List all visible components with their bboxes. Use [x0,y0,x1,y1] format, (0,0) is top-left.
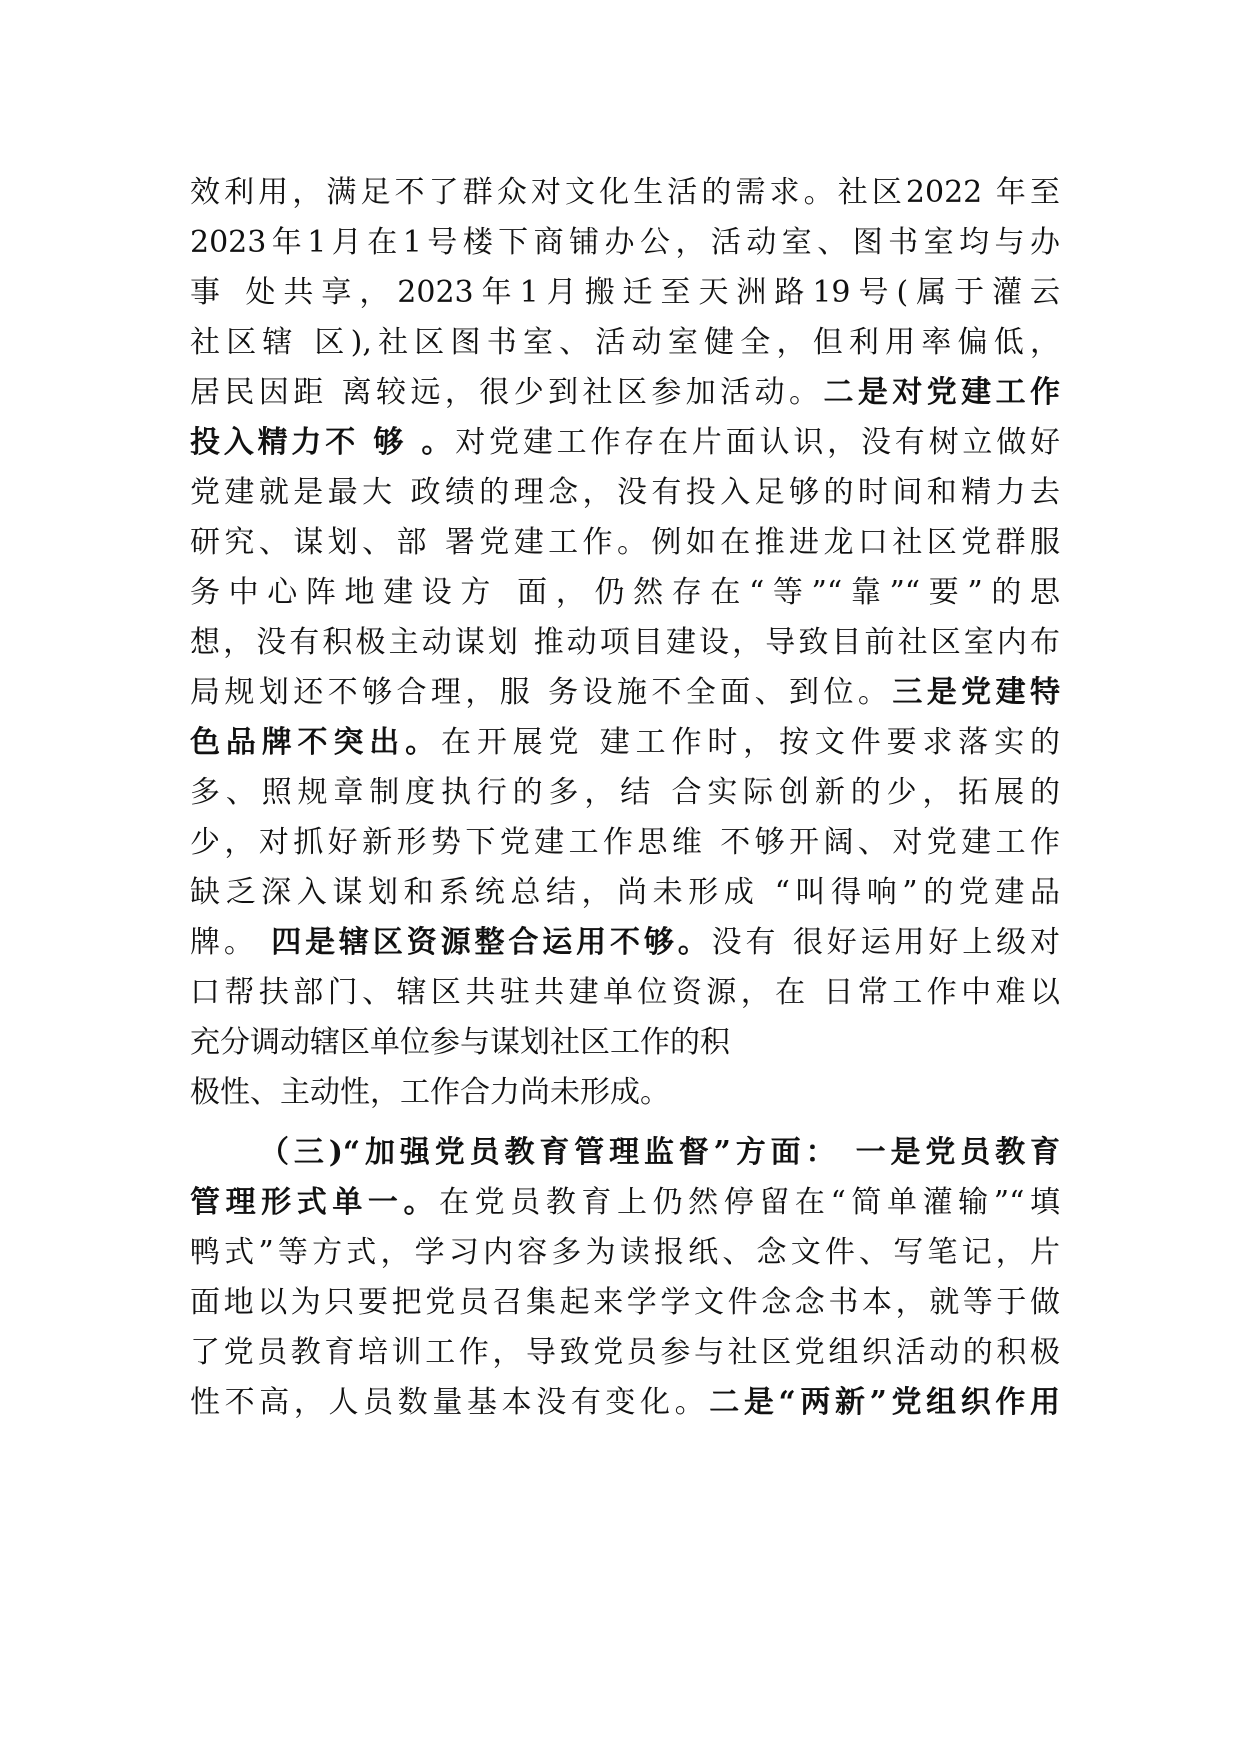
text-segment: 效利用，满足不了群众对文化生活的需求。社区2022 年至 [190,175,1060,210]
text-line [190,667,1060,719]
text-line [190,717,1060,769]
text-line [190,1177,1060,1229]
text-line [190,767,1060,819]
text-line [190,1227,1060,1279]
text-line [190,317,1060,369]
section-heading-line [259,1127,1060,1179]
text-segment: 在开展党 建工作时，按文件要求落实的 [440,725,1060,760]
bold-text-segment: 投入精力不 够 。 [190,425,456,460]
text-line [190,167,1060,219]
text-line [190,917,1060,969]
text-line [190,617,1060,669]
text-segment: 缺乏深入谋划和系统总结，尚未形成 “叫得响”的党建品 [190,875,1060,910]
text-segment: 少，对抓好新形势下党建工作思维 不够开阔、对党建工作 [190,825,1060,860]
bold-text-segment: 管理形式单一。 [190,1185,440,1220]
text-line [190,367,1060,419]
bold-text-segment: 色品牌不突出。 [190,725,441,760]
text-line [190,267,1060,319]
text-segment: 研究、谋划、部 署党建工作。例如在推进龙口社区党群服 [190,525,1060,560]
text-line [190,417,1060,469]
text-segment: 务中心阵地建设方 面，仍然存在“等”“靠”“要”的思 [190,575,1060,610]
text-segment: 没有 很好运用好上级对 [711,925,1060,960]
text-segment: 面地以为只要把党员召集起来学学文件念念书本，就等于做 [190,1285,1060,1320]
text-segment: 了党员教育培训工作，导致党员参与社区党组织活动的积极 [190,1335,1060,1370]
text-line [190,1017,1060,1069]
text-line [190,517,1060,569]
text-segment: 性不高，人员数量基本没有变化。 [190,1385,710,1420]
text-segment: 牌。 [190,925,272,960]
text-line [190,867,1060,919]
text-line [190,1327,1060,1379]
text-segment: 充分调动辖区单位参与谋划社区工作的积 [190,1025,730,1060]
bold-text-segment: 二是“两新”党组织作用 [709,1385,1061,1420]
text-line [190,467,1060,519]
text-line [190,1377,1060,1429]
bold-text-segment: 三是党建特 [892,675,1061,710]
text-segment: 在党员教育上仍然停留在“简单灌输”“填 [439,1185,1061,1220]
text-line [190,1067,1060,1119]
text-segment: 口帮扶部门、辖区共驻共建单位资源，在 日常工作中难以 [190,975,1060,1010]
text-segment: 极性、主动性，工作合力尚未形成。 [190,1075,670,1110]
text-segment: 社区辖 区),社区图书室、活动室健全，但利用率偏低， [190,325,1060,360]
text-line [190,817,1060,869]
text-segment: 党建就是最大 政绩的理念，没有投入足够的时间和精力去 [190,475,1060,510]
text-line [190,967,1060,1019]
text-segment: 局规划还不够合理，服 务设施不全面、到位。 [190,675,893,710]
text-segment: 居民因距 离较远，很少到社区参加活动。 [190,375,824,410]
text-segment: 2023年1月在1号楼下商铺办公，活动室、图书室均与办 [190,225,1060,260]
bold-text-segment: 二是对党建工作 [823,375,1060,410]
text-segment: 多、照规章制度执行的多，结 合实际创新的少，拓展的 [190,775,1060,810]
text-segment: 鸭式”等方式，学习内容多为读报纸、念文件、写笔记，片 [190,1235,1060,1270]
text-line [190,567,1060,619]
text-segment: 想，没有积极主动谋划 推动项目建设，导致目前社区室内布 [190,625,1060,660]
text-segment: 事 处共享，2023年1月搬迁至天洲路19号(属于灌云 [190,275,1060,310]
section-heading: （三)“加强党员教育管理监督”方面： 一是党员教育 [259,1135,1060,1170]
text-line [190,217,1060,269]
text-segment: 对党建工作存在片面认识，没有树立做好 [455,425,1061,460]
text-line [190,1277,1060,1329]
bold-text-segment: 四是辖区资源整合运用不够。 [271,925,712,960]
